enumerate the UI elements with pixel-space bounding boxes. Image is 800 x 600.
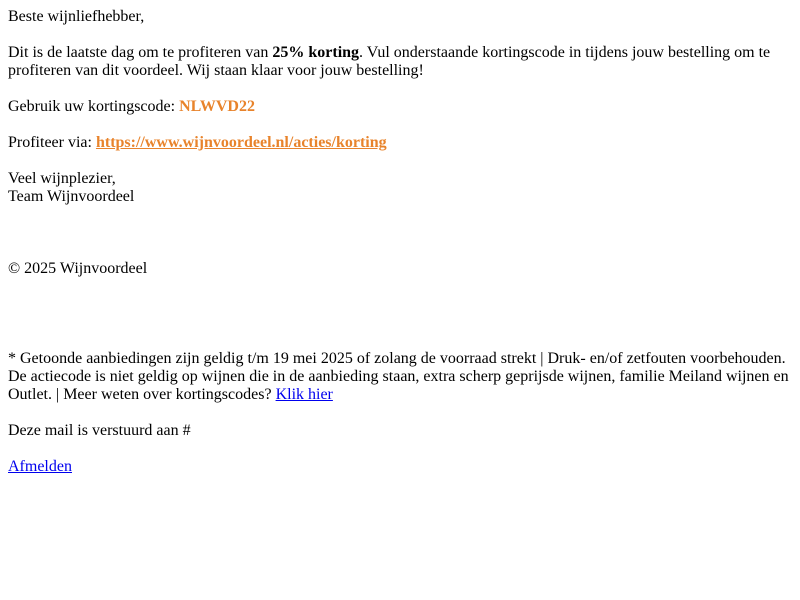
spacer (8, 224, 792, 260)
email-body (8, 8, 792, 494)
disclaimer-text: * Getoonde aanbiedingen zijn geldig t/m 19 mei 2025 of zolang de voorraad strekt | Druk- en/of zetfouten voorbehouden. De actiecode is niet geldig op wijnen die in de aanbieding staan, extra scherp geprijsde wijnen, familie Meiland wijnen en Outlet. | Meer weten over kortingscodes? (8, 350, 789, 403)
intro-paragraph (8, 44, 792, 80)
promo-link[interactable]: https://www.wijnvoordeel.nl/acties/korting (95, 134, 387, 151)
kortingscodes-info-link[interactable]: Klik hier (275, 386, 333, 403)
closing-line-1: Veel wijnplezier, (8, 170, 116, 187)
disclaimer (8, 350, 792, 404)
closing-line-2: Team Wijnvoordeel (8, 188, 135, 205)
intro-prefix: Dit is de laatste dag om te profiteren van (8, 44, 273, 61)
discount-code-line (8, 98, 792, 116)
unsubscribe-link[interactable]: Afmelden (8, 458, 72, 475)
discount-highlight: 25% korting (272, 44, 360, 61)
intro-suffix: . Vul onderstaande kortingscode in tijdens jouw bestelling om te profiteren van dit voordeel. Wij staan klaar voor jouw bestelling! (8, 44, 771, 79)
greeting: Beste wijnliefhebber, (8, 8, 145, 25)
closing (8, 170, 792, 206)
unsubscribe-line (8, 458, 792, 476)
spacer (8, 296, 792, 350)
sent-to: Deze mail is verstuurd aan # (8, 422, 191, 439)
promo-link-line (8, 134, 792, 152)
copyright: © 2025 Wijnvoordeel (8, 260, 148, 277)
link-label: Profiteer via: (8, 134, 96, 151)
discount-code: NLWVD22 (179, 98, 255, 115)
code-label: Gebruik uw kortingscode: (8, 98, 180, 115)
